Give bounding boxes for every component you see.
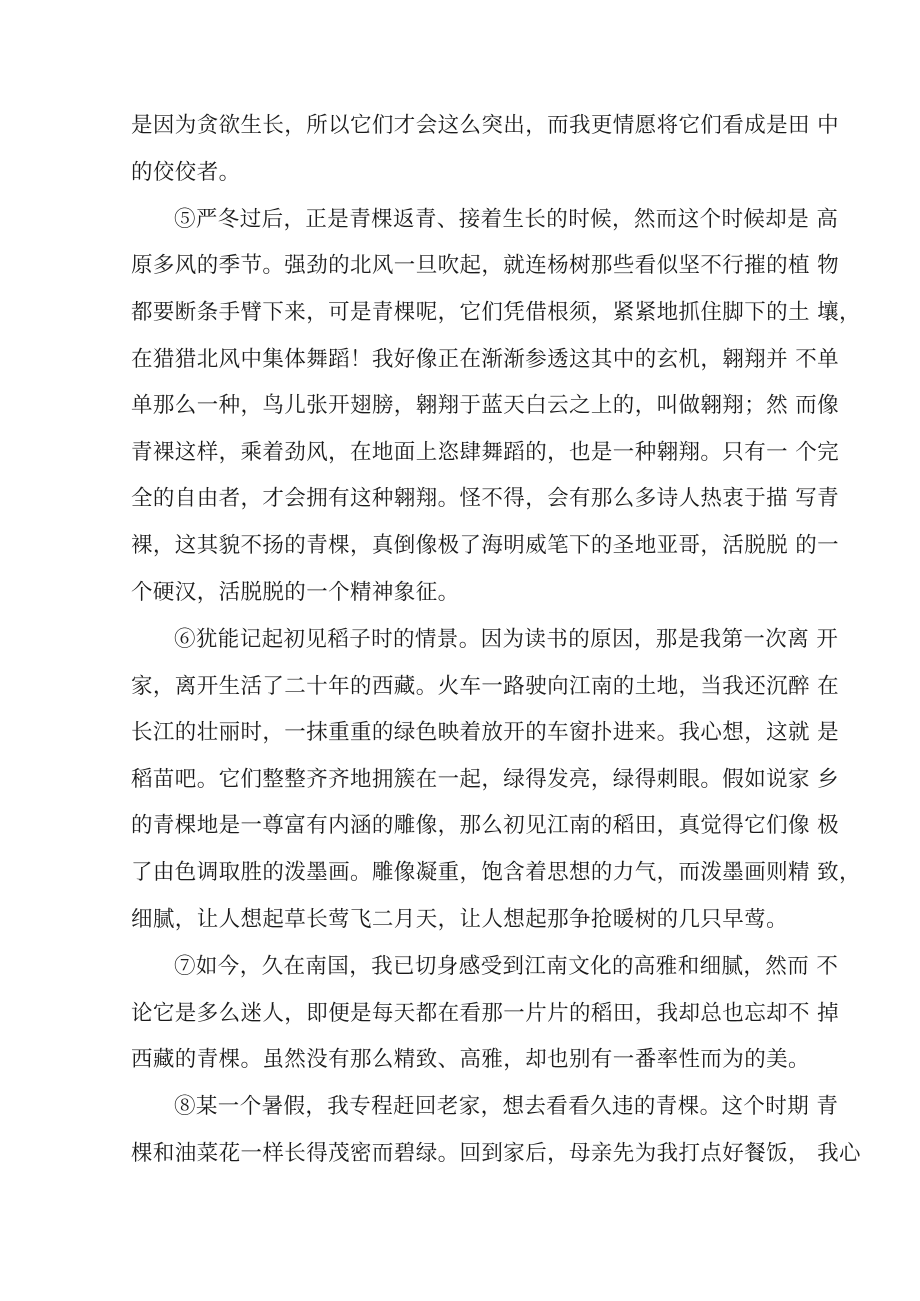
paragraph-start-line: ⑧某一个暑假，我专程赶回老家，想去看看久违的青棵。这个时期 青	[174, 1094, 839, 1119]
paragraph-start-line: ⑥犹能记起初见稻子时的情景。因为读书的原因，那是我第一次离 开	[174, 627, 839, 652]
text-line: 原多风的季节。强劲的北风一旦吹起，就连杨树那些看似坚不行摧的植 物	[131, 253, 840, 278]
text-line: 家，离开生活了二十年的西藏。火车一路驶向江南的土地，当我还沉醉 在	[131, 674, 840, 699]
text-line: 西藏的青棵。虽然没有那么精致、高雅，却也别有一番率性而为的美。	[131, 1047, 810, 1072]
paragraph-start-line: ⑦如今，久在南国，我已切身感受到江南文化的高雅和细腻，然而 不	[174, 954, 839, 979]
text-line: 棵和油菜花一样长得茂密而碧绿。回到家后，母亲先为我打点好餐饭， 我心	[131, 1141, 861, 1166]
text-line: 都要断条手臂下来，可是青棵呢，它们凭借根须，紧紧地抓住脚下的土 壤，	[131, 300, 861, 325]
text-line: 的青棵地是一尊富有内涵的雕像，那么初见江南的稻田，真觉得它们像 极	[131, 813, 840, 838]
text-line: 青裸这样，乘着劲风，在地面上恣肆舞蹈的，也是一种翱翔。只有一 个完	[131, 440, 840, 465]
text-line: 单那么一种，鸟儿张开翅膀，翱翔于蓝天白云之上的，叫做翱翔；然 而像	[131, 393, 840, 418]
text-line: 论它是多么迷人，即便是每天都在看那一片片的稻田，我却总也忘却不 掉	[131, 1001, 840, 1026]
text-line: 的佼佼者。	[131, 160, 241, 185]
paragraph-start-line: ⑤严冬过后，正是青棵返青、接着生长的时候，然而这个时候却是 高	[174, 207, 839, 232]
text-line: 是因为贪欲生长，所以它们才会这么突出，而我更情愿将它们看成是田 中	[131, 113, 840, 138]
text-line: 长江的壮丽时，一抹重重的绿色映着放开的车窗扑进来。我心想，这就 是	[131, 720, 840, 745]
text-line: 裸，这其貌不扬的青棵，真倒像极了海明威笔下的圣地亚哥，活脱脱 的一	[131, 533, 840, 558]
text-line: 全的自由者，才会拥有这种翱翔。怪不得，会有那么多诗人热衷于描 写青	[131, 486, 840, 511]
text-line: 了由色调取胜的泼墨画。雕像凝重，饱含着思想的力气，而泼墨画则精 致，	[131, 860, 861, 885]
text-line: 细腻，让人想起草长莺飞二月天，让人想起那争抢暖树的几只早莺。	[131, 907, 789, 932]
text-line: 稻苗吧。它们整整齐齐地拥簇在一起，绿得发亮，绿得刺眼。假如说家 乡	[131, 767, 840, 792]
text-line: 在猎猎北风中集体舞蹈！我好像正在渐渐参透这其中的玄机，翱翔并 不单	[131, 347, 840, 372]
text-line: 个硬汉，活脱脱的一个精神象征。	[131, 580, 460, 605]
